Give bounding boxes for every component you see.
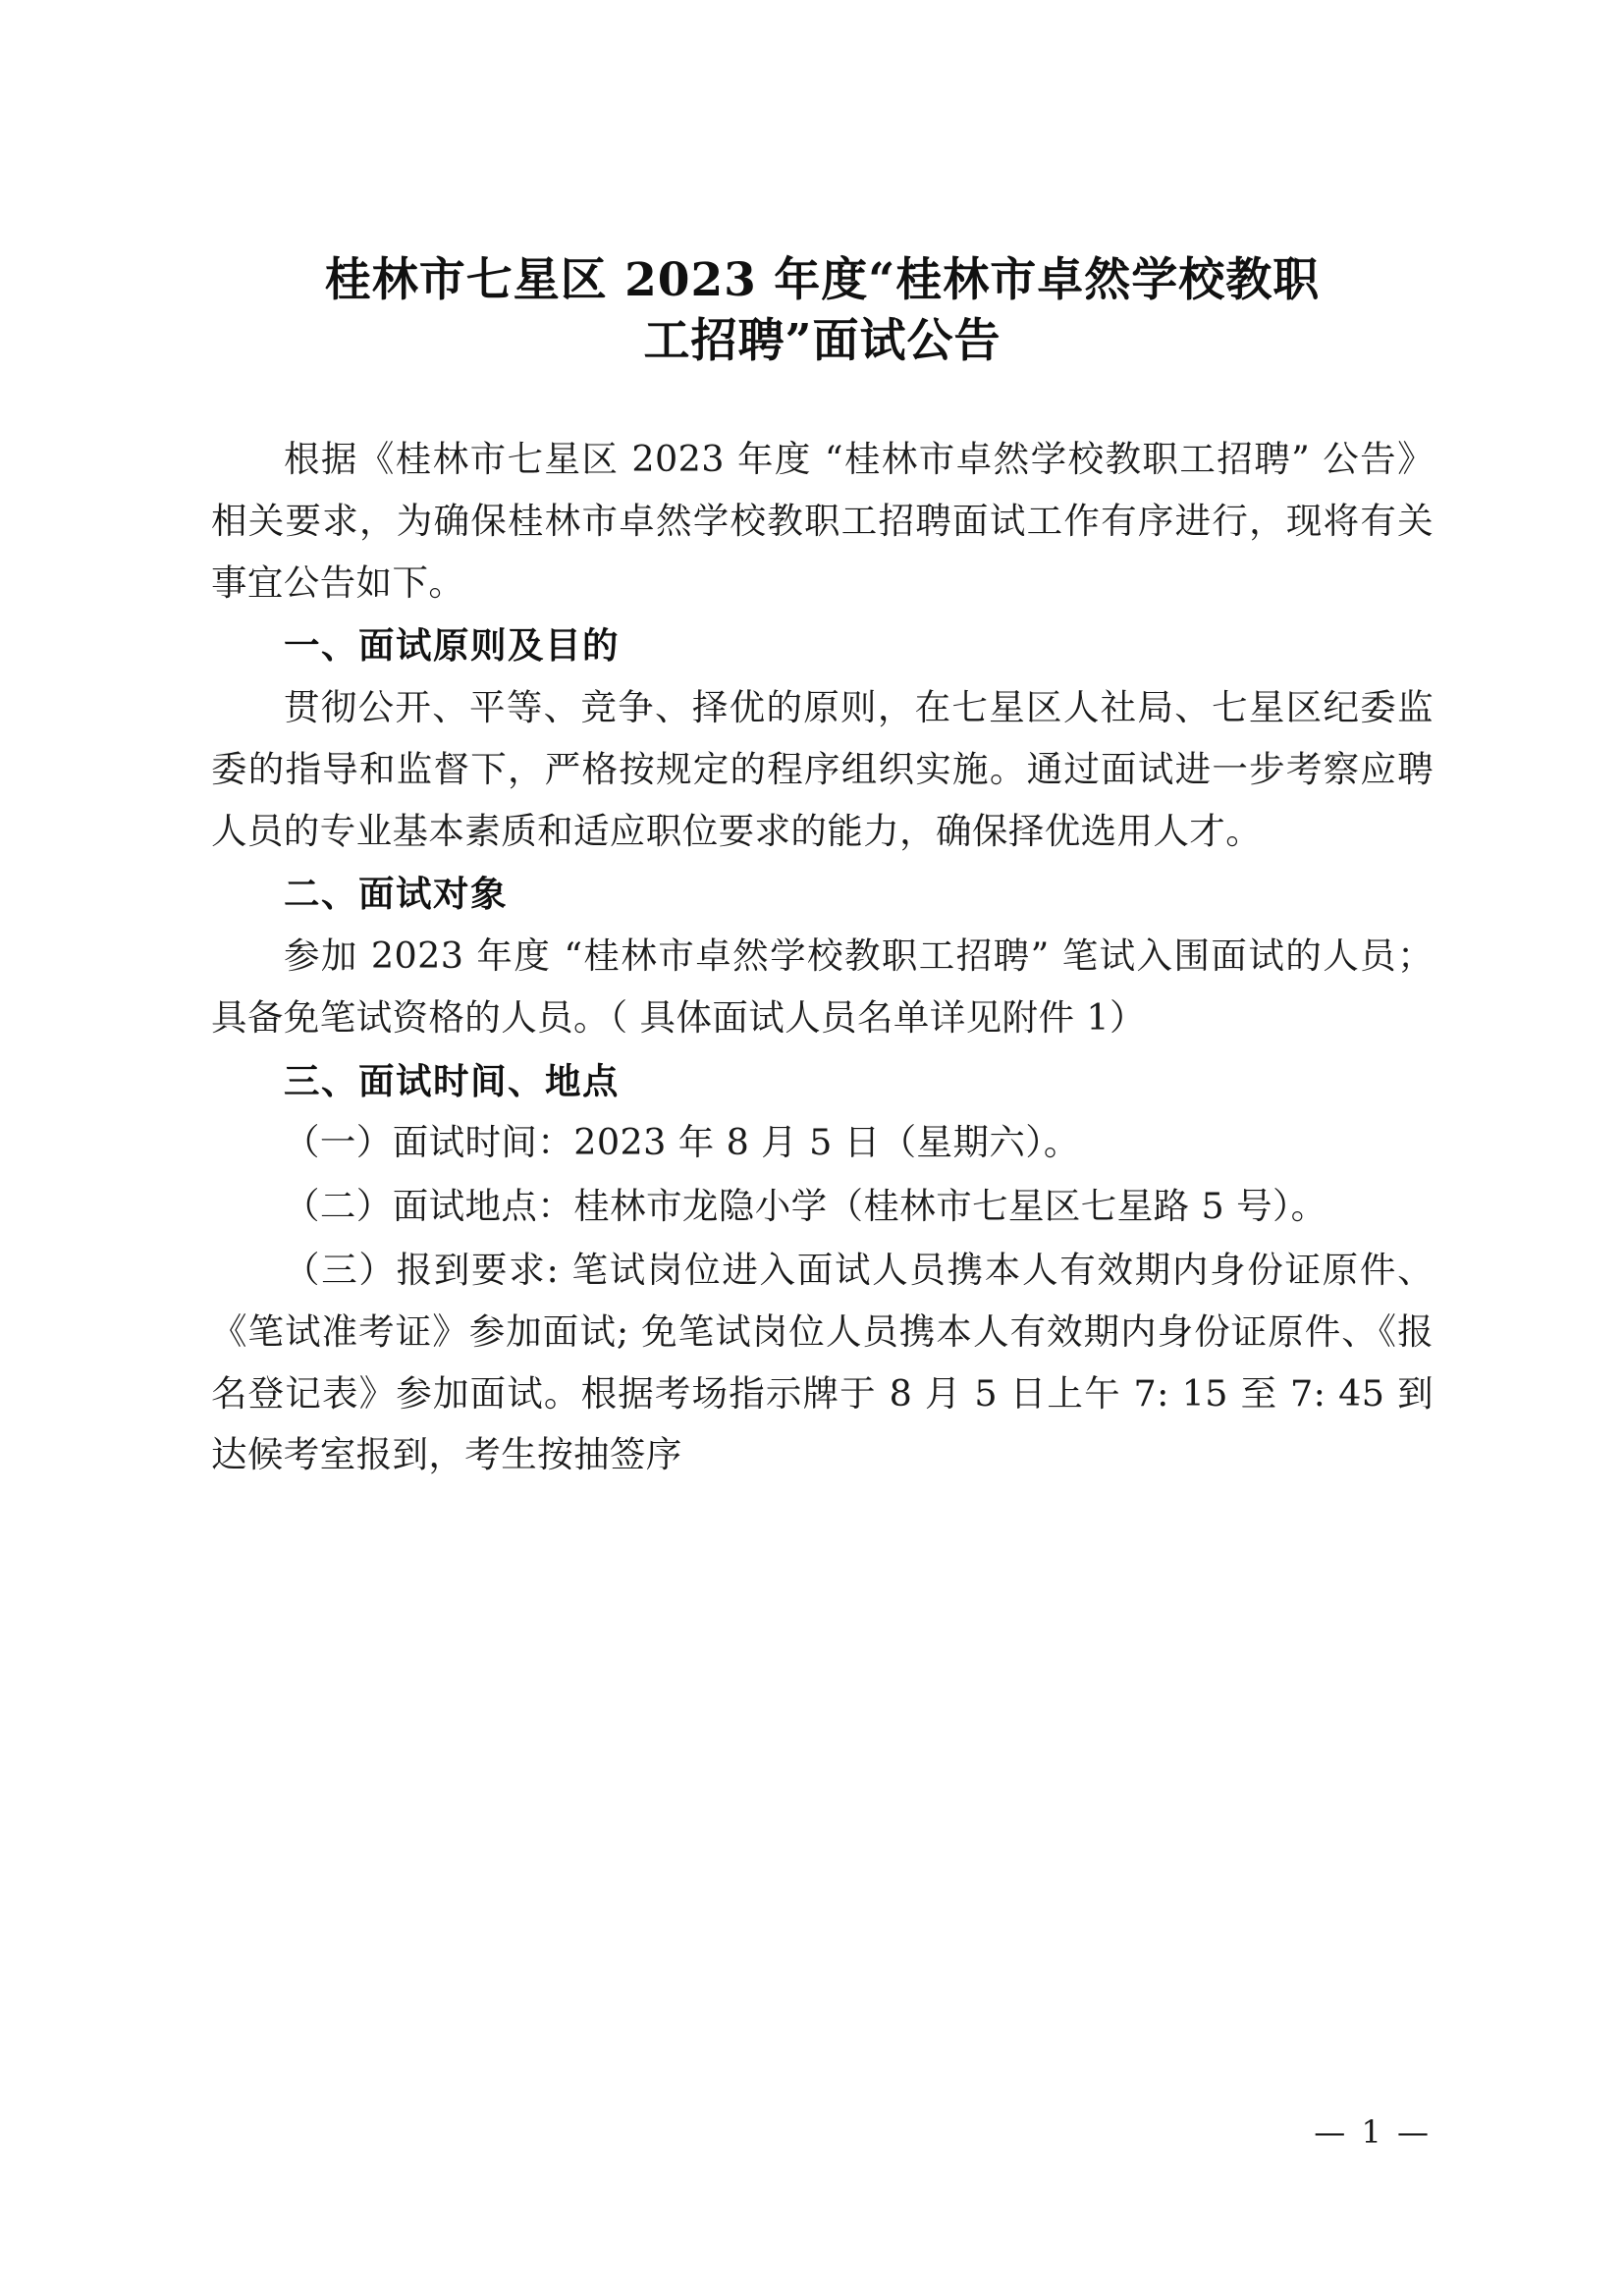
page-number: — 1 —: [1314, 2113, 1432, 2151]
page-title-line-1: 桂林市七星区 2023 年度“桂林市卓然学校教职: [324, 253, 1321, 307]
section-heading-3: 三、面试时间、地点: [284, 1059, 620, 1102]
paragraph-interview-location: （二）面试地点：桂林市龙隐小学（桂林市七星区七星路 5 号）。: [284, 1185, 1327, 1228]
paragraph-section-1-body: 贯彻公开、平等、竞争、择优的原则，在七星区人社局、七星区纪委监委的指导和监督下，严格按规定的程序组织实施。通过面试进一步考察应聘人员的专业基本素质和适应职位要求的能力，确保择优选用人才。: [211, 686, 1434, 852]
section-heading-1: 一、面试原则及目的: [284, 624, 620, 667]
paragraph-intro: 根据《桂林市七星区 2023 年度 “桂林市卓然学校教职工招聘” 公告》相关要求，为确保桂林市卓然学校教职工招聘面试工作有序进行，现将有关事宜公告如下。: [211, 438, 1434, 604]
page-title-line-2: 工招聘”面试公告: [643, 314, 1001, 369]
paragraph-interview-time: （一）面试时间：2023 年 8 月 5 日（星期六）。: [284, 1121, 1080, 1164]
page-title: [211, 250, 1434, 372]
paragraph-check-in-requirements: （三）报到要求: 笔试岗位进入面试人员携本人有效期内身份证原件、《笔试准考证》参加面试; 免笔试岗位人员携本人有效期内身份证原件、《报名登记表》参加面试。根据考场指示牌于 8 月 5 日上午 7: 15 至 7: 45 到达候考室报到，考生按抽签序: [211, 1249, 1434, 1476]
section-heading-2: 二、面试对象: [284, 873, 508, 916]
paragraph-section-2-body: 参加 2023 年度 “桂林市卓然学校教职工招聘” 笔试入围面试的人员；具备免笔试资格的人员。（ 具体面试人员名单详见附件 1）: [211, 934, 1434, 1039]
document-body: [211, 250, 1434, 1488]
